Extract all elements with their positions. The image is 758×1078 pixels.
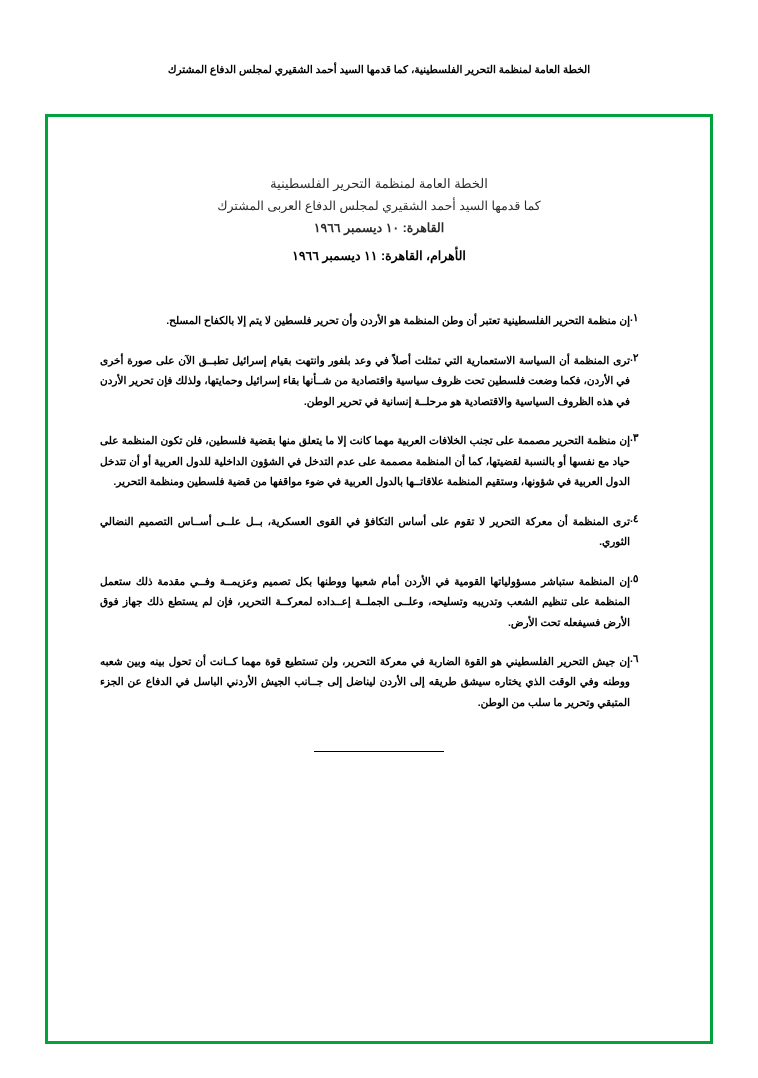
clause-number: ٤.: [630, 512, 639, 525]
clause-item: [96, 351, 658, 412]
title-block: [48, 173, 710, 267]
clause-text: ترى المنظمة أن معركة التحرير لا تقوم على أساس التكافؤ في القوى العسكرية، بــل علــى أســاس التصميم النضالي الثوري.: [100, 515, 630, 549]
clause-number: ٣.: [630, 432, 639, 445]
clause-number: ١.: [630, 312, 639, 325]
clause-item: [96, 512, 658, 553]
clause-item: [96, 652, 658, 713]
clause-text: إن جيش التحرير الفلسطيني هو القوة الضاربة في معركة التحرير، ولن تستطيع قوة مهما كــانت أن تحول بينه وبين شعبه ووطنه وفي الوقت الذي يختاره سيشق طريقه إلى الأردن ليناضل إلى جــانب الجيش الأردني الباسل في الدفاع عن الجزء المتبقي وتحرير ما سلب من الوطن.: [100, 656, 630, 709]
running-header: الخطة العامة لمنظمة التحرير الفلسطينية، كما قدمها السيد أحمد الشقيري لمجلس الدفاع المشترك: [167, 64, 591, 76]
clause-text: إن منظمة التحرير الفلسطينية تعتبر أن وطن المنظمة هو الأردن وأن تحرير فلسطين لا يتم إلا بالكفاح المسلح.: [166, 315, 630, 328]
document-title: الخطة العامة لمنظمة التحرير الفلسطينية: [270, 176, 488, 191]
clause-item: [96, 431, 658, 492]
document-subtitle: كما قدمها السيد أحمد الشقيري لمجلس الدفاع العربى المشترك: [217, 198, 541, 213]
clause-number: ٢.: [630, 351, 639, 364]
clause-item: [96, 311, 658, 331]
clause-number: ٦.: [630, 653, 639, 665]
end-of-document-divider: [48, 739, 710, 757]
document-source-line: الأهرام، القاهرة: ١١ ديسمبر ١٩٦٦: [292, 248, 466, 263]
clause-number: ٥.: [630, 572, 639, 585]
clause-text: إن المنظمة ستباشر مسؤولياتها القومية في الأردن أمام شعبها ووطنها بكل تصميم وعزيمــة وفــي مقدمة ذلك ستعمل المنظمة على تنظيم الشعب وتدريبه وتسليحه، وعلــى الجملــة إعــداده لمعركــة التحرير، فإن لم يستطع ذلك جهاز فوق الأرض فسيفعله تحت الأرض.: [100, 575, 630, 629]
clause-list: [96, 311, 658, 713]
clause-item: [96, 572, 658, 633]
document-frame: [45, 114, 713, 1044]
clause-text: إن منظمة التحرير مصممة على تجنب الخلافات العربية مهما كانت إلا ما يتعلق منها بقضية فلسطين، فلن تكون المنظمة على حياد مع نفسها أو بالنسبة لقضيتها، كما أن المنظمة مصممة على عدم التدخل في الشؤون الداخلية للدول العربية أو أن تتدخل الدول العربية في شؤونها، وستقيم المنظمة علاقاتــها بالدول العربية في ضوء مواقفها من قضية فلسطين ومنظمة التحرير.: [100, 435, 630, 489]
horizontal-rule: [314, 751, 444, 752]
document-place-date: القاهرة: ١٠ ديسمبر ١٩٦٦: [313, 220, 445, 235]
clause-text: ترى المنظمة أن السياسة الاستعمارية التي تمثلت أصلاً في وعد بلفور وانتهت بقيام إسرائيل تطبــق الآن على صورة أخرى في الأردن، فكما وضعت فلسطين تحت ظروف سياسية واقتصادية من شــأنها بقاء إسرائيل وحمايتها، ولذلك فإن تحرير الأردن في هذه الظروف السياسية والاقتصادية هو مرحلــة إنسانية في تحرير الوطن.: [100, 354, 630, 408]
